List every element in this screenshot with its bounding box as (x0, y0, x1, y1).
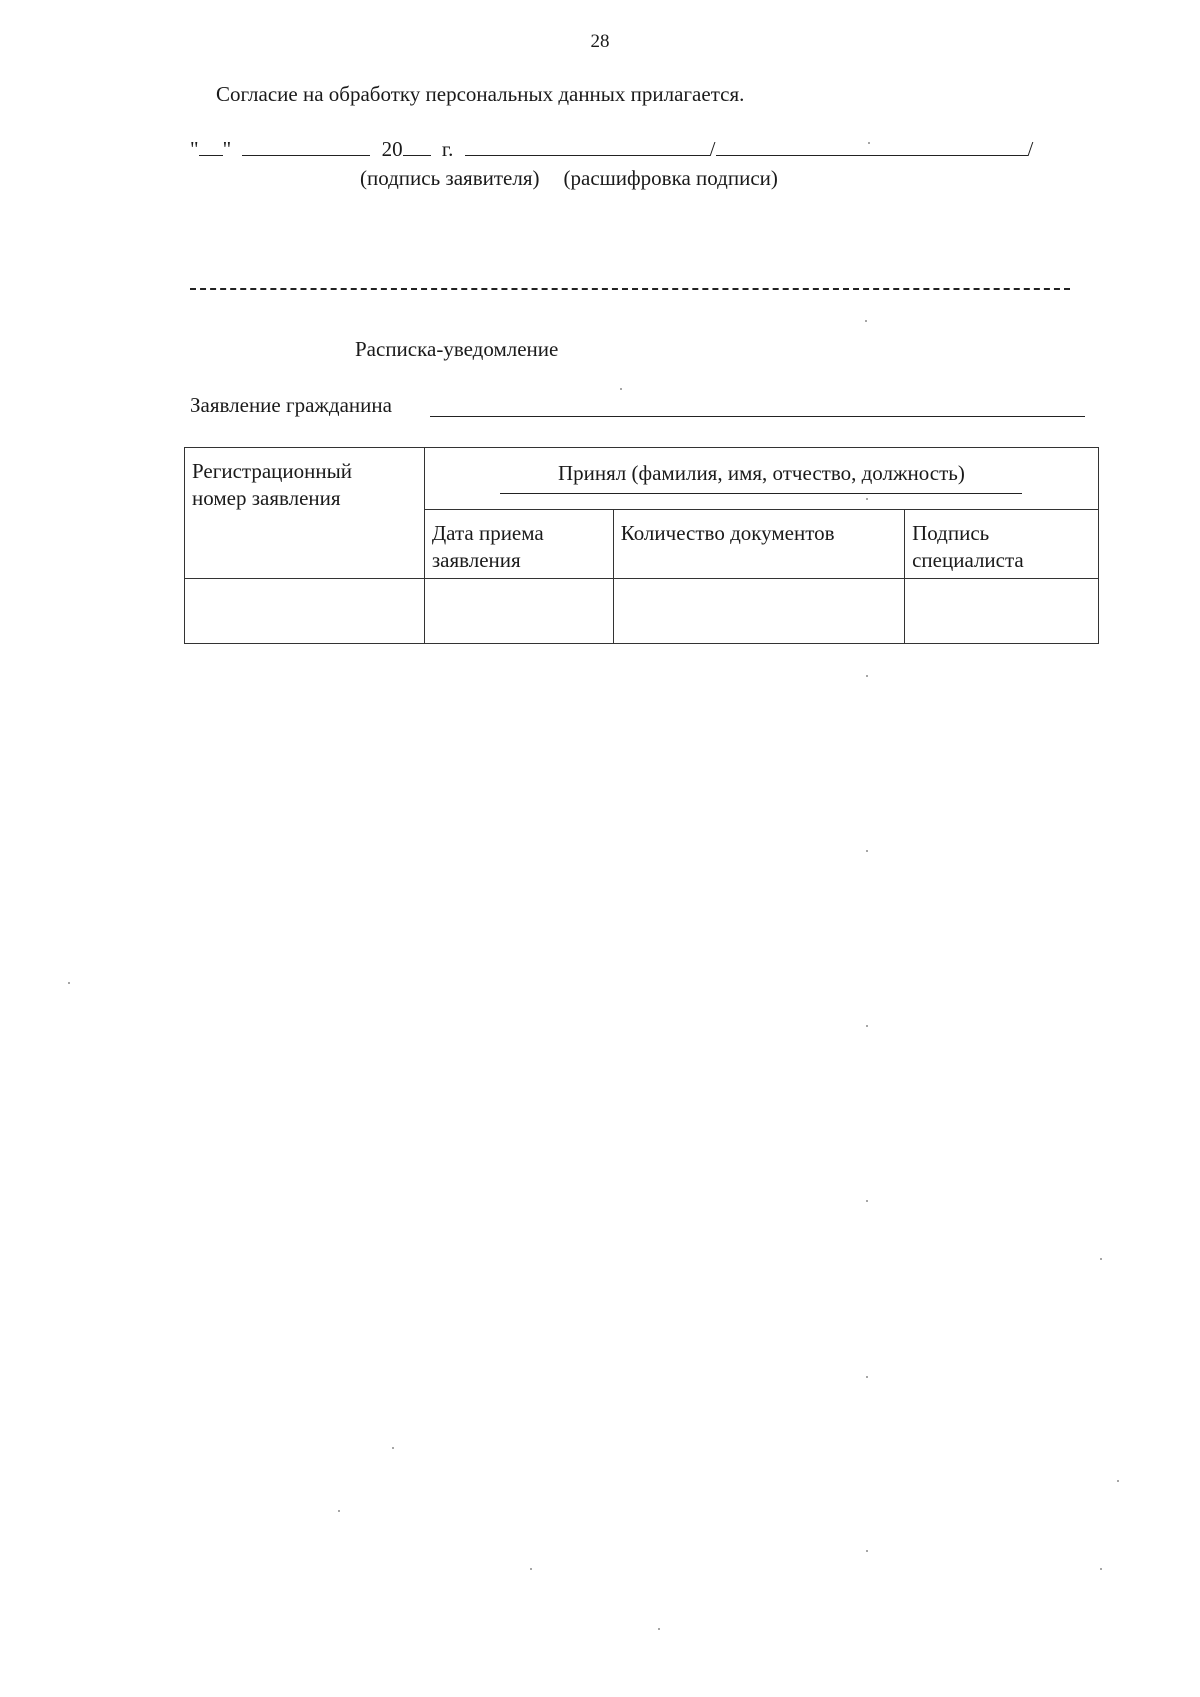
scan-speck (392, 1447, 394, 1449)
open-quote: " (190, 137, 199, 161)
reg-number-header (185, 448, 425, 579)
scan-speck (530, 1568, 532, 1570)
documents-count-header (613, 510, 904, 579)
applicant-signature-blank (465, 137, 710, 156)
scan-speck (338, 1510, 340, 1512)
close-quote: " (222, 137, 232, 161)
date-signature-line (190, 137, 1033, 162)
accepted-by-blank (500, 493, 1022, 502)
specialist-signature-label: Подпись специалиста (912, 521, 1024, 572)
receipt-title: Расписка-уведомление (355, 337, 559, 361)
specialist-signature-cell (905, 579, 1099, 644)
reg-number-cell (185, 579, 425, 644)
citizen-application-label: Заявление гражданина (190, 393, 392, 417)
scan-speck (1100, 1568, 1102, 1570)
date-received-header (424, 510, 613, 579)
day-blank (199, 137, 223, 156)
caption-signature-decoding: (расшифровка подписи) (563, 166, 778, 190)
cut-line-divider (190, 288, 1070, 290)
page-number: 28 (590, 31, 610, 52)
scan-speck (1117, 1480, 1119, 1482)
table-row (185, 579, 1099, 644)
consent-statement: Согласие на обработку персональных данных прилагается. (216, 82, 745, 106)
scan-speck (866, 1550, 868, 1552)
scan-speck (866, 1200, 868, 1202)
scan-speck (866, 498, 868, 500)
scan-speck (866, 850, 868, 852)
scan-speck (620, 388, 622, 390)
year-blank (403, 137, 431, 156)
specialist-signature-header (905, 510, 1099, 579)
scan-speck (68, 982, 70, 984)
documents-count-cell (613, 579, 904, 644)
month-blank (242, 137, 370, 156)
year-suffix: г. (441, 137, 454, 161)
slash-separator: / (709, 137, 716, 161)
scan-speck (868, 142, 870, 144)
year-prefix: 20 (381, 137, 403, 161)
caption-applicant-signature: (подпись заявителя) (360, 166, 540, 190)
scan-speck (1100, 1258, 1102, 1260)
accepted-by-label: Принял (фамилия, имя, отчество, должность) (557, 461, 965, 485)
scan-speck (658, 1628, 660, 1630)
registration-table (184, 447, 1099, 644)
table-row (185, 448, 1099, 510)
date-received-label: Дата приема заявления (431, 521, 544, 572)
scan-speck (865, 320, 867, 322)
scan-speck (866, 675, 868, 677)
reg-number-label: Регистрационный номер заявления (192, 459, 352, 510)
slash-separator: / (1027, 137, 1034, 161)
date-received-cell (424, 579, 613, 644)
scan-speck (866, 1376, 868, 1378)
accepted-by-header (424, 448, 1098, 510)
citizen-application-blank (430, 416, 1085, 417)
signature-captions (360, 166, 778, 191)
scan-speck (866, 1025, 868, 1027)
signature-decoding-blank (716, 137, 1028, 156)
documents-count-label: Количество документов (620, 521, 835, 545)
